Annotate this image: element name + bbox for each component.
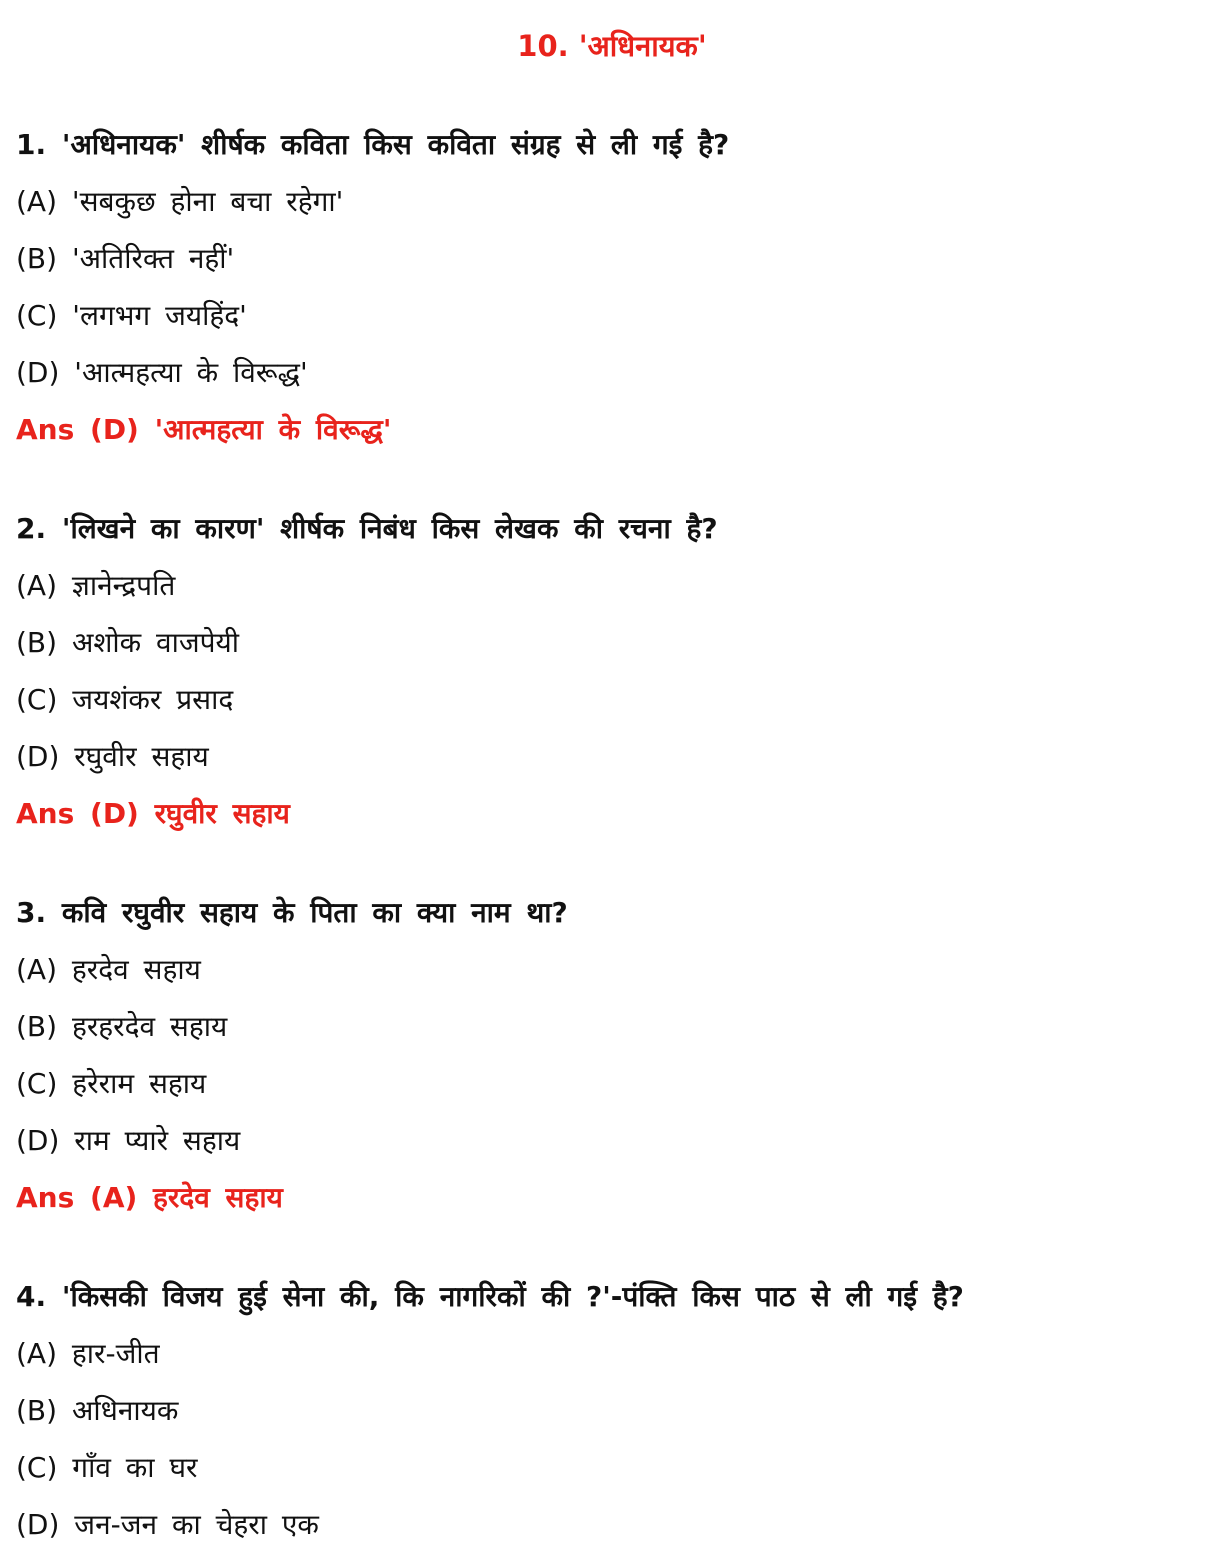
question-text: 3. कवि रघुवीर सहाय के पिता का क्या नाम था? — [16, 896, 568, 929]
option-c: (C) जयशंकर प्रसाद — [16, 683, 234, 716]
option-a: (A) हार-जीत — [16, 1337, 160, 1370]
question-text: 2. 'लिखने का कारण' शीर्षक निबंध किस लेखक की रचना है? — [16, 512, 718, 545]
question-block-3 — [16, 892, 1206, 1219]
option-c: (C) हरेराम सहाय — [16, 1067, 207, 1100]
question-block-2 — [16, 508, 1206, 835]
option-d: (D) जन-जन का चेहरा एक — [16, 1508, 319, 1541]
page-title: 10. 'अधिनायक' — [517, 29, 707, 63]
option-b: (B) अशोक वाजपेयी — [16, 626, 240, 659]
option-a: (A) ज्ञानेन्द्रपति — [16, 569, 176, 602]
question-block-1 — [16, 124, 1206, 451]
answer-text: Ans (D) 'आत्महत्या के विरूद्ध' — [16, 413, 392, 446]
question-text: 4. 'किसकी विजय हुई सेना की, कि नागरिकों की ?'-पंक्ति किस पाठ से ली गई है? — [16, 1280, 964, 1313]
option-d: (D) 'आत्महत्या के विरूद्ध' — [16, 356, 308, 389]
option-c: (C) गाँव का घर — [16, 1451, 198, 1484]
option-d: (D) रघुवीर सहाय — [16, 740, 209, 773]
answer-text: Ans (A) हरदेव सहाय — [16, 1181, 283, 1214]
answer-text: Ans (D) रघुवीर सहाय — [16, 797, 290, 830]
option-d: (D) राम प्यारे सहाय — [16, 1124, 241, 1157]
option-a: (A) हरदेव सहाय — [16, 953, 201, 986]
option-b: (B) हरहरदेव सहाय — [16, 1010, 228, 1043]
option-c: (C) 'लगभग जयहिंद' — [16, 299, 247, 332]
option-b: (B) 'अतिरिक्त नहीं' — [16, 242, 235, 275]
question-text: 1. 'अधिनायक' शीर्षक कविता किस कविता संग्रह से ली गई है? — [16, 128, 730, 161]
option-a: (A) 'सबकुछ होना बचा रहेगा' — [16, 185, 344, 218]
question-block-4 — [16, 1276, 1206, 1561]
option-b: (B) अधिनायक — [16, 1394, 179, 1427]
